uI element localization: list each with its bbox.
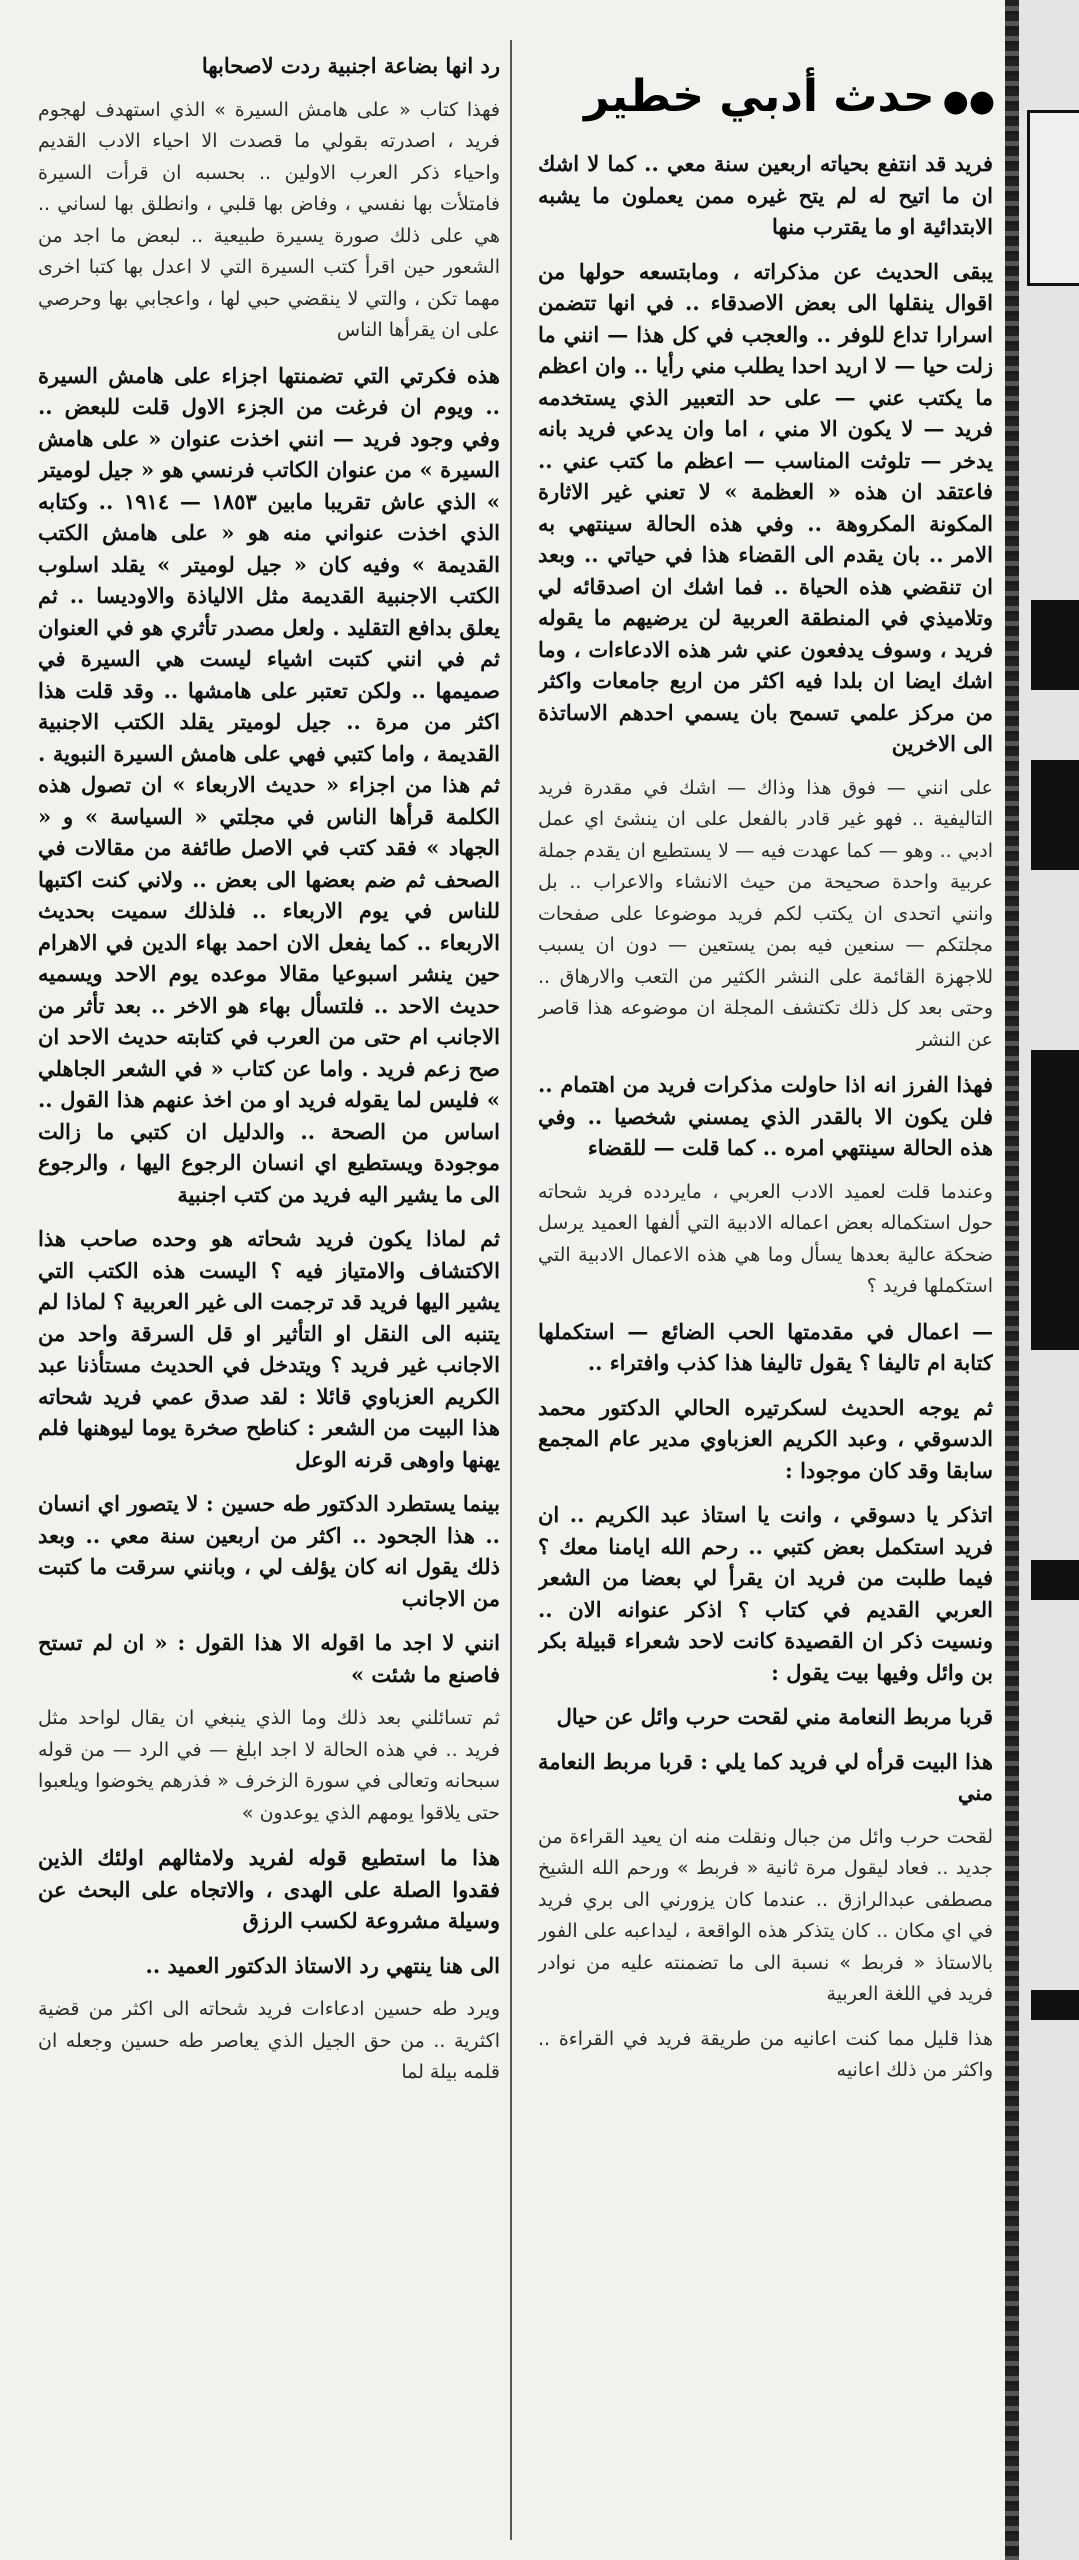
neighbor-page-block — [1031, 760, 1079, 870]
paragraph: — اعمال في مقدمتها الحب الضائع — استكملها كتابة ام تاليفا ؟ يقول تاليفا هذا كذب وافتراء .. — [538, 1318, 993, 1375]
headline-text: حدث أدبي خطير — [584, 71, 935, 122]
neighbor-page-block — [1031, 600, 1079, 690]
paragraph: فهذا الفرز انه اذا حاولت مذكرات فريد من اهتمام .. فلن يكون الا بالقدر الذي يمسني شخصيا .. وفي هذه الحالة سينتهي امره .. كما قلت — للقضاء — [538, 1072, 993, 1160]
column-rule — [510, 40, 512, 2540]
paragraph: ثم يوجه الحديث لسكرتيره الحالي الدكتور محمد الدسوقي ، وعبد الكريم العزباوي مدير عام المجمع سابقا وقد كان موجودا : — [538, 1394, 993, 1483]
headline-bullets: ●● — [942, 84, 995, 119]
verse: قربا مربط النعامة مني لقحت حرب وائل عن حيال — [556, 1704, 993, 1729]
paragraph: هذا ما استطيع قوله لفريد ولامثالهم اولئك الذين فقدوا الصلة على الهدى ، والاتجاه على البحث عن وسيلة مشروعة لكسب الرزق — [38, 1845, 500, 1933]
paragraph: رد انها بضاعة اجنبية ردت لاصحابها — [201, 53, 500, 78]
paragraph: يبقى الحديث عن مذكراته ، ومابتسعه حولها من اقوال ينقلها الى بعض الاصدقاء .. في انها تتضمن اسرارا تداع للوفر .. والعجب في كل هذا — انني ما زلت حيا — لا اريد احدا يطلب مني رأيا .. وان اعظم ما يكتب عني — على حد التعبير الذي يستخدمه فريد — لا يكون الا مني ، اما وان يدعي فريد بانه يدخر — تلوثت المناسب — اعظم ما كتب عني .. فاعتقد ان هذه « العظمة » لا تعني غير الاثارة المكونة المكروهة .. وفي هذه الحالة سينتهي به الامر .. بان يقدم الى القضاء هذا في حياتي .. وبعد ان تنقضي هذه الحياة .. فما اشك ان اصدقائه لي وتلاميذي في المنطقة العربية لن يرضيهم ما يقوله فريد ، وسوف يدفعون عني شر هذه الادعاءات ، وما اشك ايضا ان بلدا فيه اكثر من اربع جامعات واكثر من مركز علمي تسمح بان يسمي احدهم الاساتذة الى الاخرين — [538, 258, 993, 756]
page-fold-shadow — [1005, 0, 1019, 2560]
paragraph: انني لا اجد ما اقوله الا هذا القول : « ان لم تستح فاصنع ما شئت » — [38, 1630, 500, 1687]
paragraph: لقحت حرب وائل من جبال ونقلت منه ان يعيد القراءة من جديد .. فعاد ليقول مرة ثانية « فربط » ورحم الله الشيخ مصطفى عبدالرازق .. عندما كان يزورني الى بري فريد في اي مكان .. كان يتذكر هذه الواقعة ، ليداعبه على الفور بالاستاذ « فربط » نسبة الى ما تضمنته عليه من نوادر فريد في اللغة العربية — [538, 1825, 993, 2005]
neighbor-page-block — [1031, 1990, 1079, 2020]
left-column — [38, 50, 500, 2540]
right-column — [538, 148, 993, 2540]
neighbor-page-photo — [1031, 1050, 1079, 1350]
paragraph: فهذا كتاب « على هامش السيرة » الذي استهدف لهجوم فريد ، اصدرته بقولي ما قصدت الا احياء الادب القديم واحياء ذكر العرب الاولين .. بحسبه ان قرأت السيرة فامتلأت بها نفسي ، وفاض بها قلبي ، وانطلق بها لساني .. هي على ذلك صورة يسيرة طبيعية .. لبعض ما اجد من الشعور حين اقرأ كتب السيرة التي لا اعدل بها كتبا اخرى مهما تكن ، والتي لا ينقضي حبي لها ، واعجابي بها وحرصي على ان يقرأها الناس — [38, 98, 500, 341]
paragraph: ثم تسائلني بعد ذلك وما الذي ينبغي ان يقال لواحد مثل فريد .. في هذه الحالة لا اجد ابلغ — في الرد — من قوله سبحانه وتعالى في سورة الزخرف « فذرهم يخوضوا ويلعبوا حتى يلاقوا يومهم الذي يوعدون » — [38, 1707, 500, 1824]
neighbor-page-block — [1031, 1560, 1079, 1600]
paragraph: الى هنا ينتهي رد الاستاذ الدكتور العميد .. — [145, 1952, 500, 1978]
paragraph: على انني — فوق هذا وذاك — اشك في مقدرة فريد التاليفية .. فهو غير قادر بالفعل على ان ينشئ اي عمل ادبي .. وهو — كما عهدت فيه — لا يستطيع ان يقدم جملة عربية واحدة صحيحة من حيث الانشاء والاعراب .. بل وانني اتحدى ان يكتب لكم فريد موضوعا على صفحات مجلتكم — سنعين فيه بمن يستعين — دون ان يسبب للاجهزة القائمة على النشر الكثير من التعب والارهاق .. وحتى بعد كل ذلك تكتشف المجلة ان موضوعه هذا قاصر عن النشر — [538, 776, 993, 1051]
paragraph: هذا البيت قرأه لي فريد كما يلي : قربا مربط النعامة مني — [538, 1748, 993, 1805]
paragraph: فريد قد انتفع بحياته اربعين سنة معي .. كما لا اشك ان ما اتيح له لم يتح غيره ممن يعملون ما يشبه الابتدائية او ما يقترب منها — [538, 151, 993, 239]
paragraph: وعندما قلت لعميد الادب العربي ، مايردده فريد شحاته حول استكماله بعض اعماله الادبية التي ألفها العميد يرسل ضحكة عالية بعدها يسأل وما هي هذه الاعمال الادبية التي استكملها فريد ؟ — [538, 1180, 993, 1297]
paragraph: هذه فكرتي التي تضمنتها اجزاء على هامش السيرة .. ويوم ان فرغت من الجزء الاول قلت للبعض .. وفي وجود فريد — انني اخذت عنوان « على هامش السيرة » من عنوان الكاتب فرنسي هو « جيل لوميتر » الذي عاش تقريبا مابين ١٨٥٣ — ١٩١٤ .. وكتابه الذي اخذت عنواني منه هو « على هامش الكتب القديمة » وفيه كان « جيل لوميتر » يقلد اسلوب الكتب الاجنبية القديمة مثل الالياذة والاوديسا .. ثم يعلق بدافع التقليد . ولعل مصدر تأثري هو في العنوان ثم في انني كتبت اشياء ليست هي السيرة في صميمها .. ولكن تعتبر على هامشها .. وقد قلت هذا اكثر من مرة .. جيل لوميتر يقلد الكتب الاجنبية القديمة ، واما كتبي فهي على هامش السيرة النبوية . ثم هذا من اجزاء « حديث الاربعاء » ان تصول هذه الكلمة قرأها الناس في مجلتي « السياسة » و « الجهاد » فقد كتب في الاصل طائفة من مقالات في الصحف ثم ضم بعضها الى بعض .. ولاني كنت اكتبها للناس في يوم الاربعاء .. فلذلك سميت بحديث الاربعاء .. كما يفعل الان احمد بهاء الدين في الاهرام حين ينشر اسبوعيا مقالا موعده يوم الاحد ويسميه حديث الاحد .. فلتسأل بهاء هو الاخر .. بعد تأثر من الاجانب ام حتى من العرب في كتابته حديث الاحد ان صح زعم فريد . واما عن كتاب « في الشعر الجاهلي » فليس لما يقوله فريد او من اخذ عنهم هذا القول .. اساس من الصحة .. والدليل ان كتبي ما زالت موجودة ويستطيع اي انسان الرجوع اليها ، والرجوع الى ما يشير اليه فريد من كتب اجنبية — [38, 362, 500, 1207]
paragraph: بينما يستطرد الدكتور طه حسين : لا يتصور اي انسان .. هذا الجحود .. اكثر من اربعين سنة معي .. وبعد ذلك يقول انه كان يؤلف لي ، وبانني سرقت ما كتبت من الاجانب — [38, 1491, 500, 1611]
neighbor-page-box — [1027, 110, 1079, 286]
paragraph: اتذكر يا دسوقي ، وانت يا استاذ عبد الكريم .. ان فريد استكمل بعض كتبي .. رحم الله ايامنا معك ؟ فيما طلبت من فريد ان يقرأ لي بعضا من الشعر العربي القديم في كتاب ؟ اذكر عنوانه الان .. ونسيت ذكر ان القصيدة كانت لاحد شعراء قبيلة بكر بن وائل وفيها بيت يقول : — [538, 1502, 993, 1685]
paragraph: هذا قليل مما كنت اعانيه من طريقة فريد في القراءة .. واكثر من ذلك اعانيه — [538, 2027, 993, 2081]
adjacent-page-edge — [1005, 0, 1079, 2560]
paragraph: ويرد طه حسين ادعاءات فريد شحاته الى اكثر من قضية اكثرية .. من حق الجيل الذي يعاصر طه حسين وجعله ان قلمه بيلة لما — [38, 1998, 500, 2083]
article-headline — [540, 62, 995, 132]
paragraph: ثم لماذا يكون فريد شحاته هو وحده صاحب هذا الاكتشاف والامتياز فيه ؟ اليست هذه الكتب التي يشير اليها فريد قد ترجمت الى غير العربية ؟ لماذا لم يتنبه الى النقل او التأثير او قل السرقة واحد من الاجانب غير فريد ؟ ويتدخل في الحديث مستأذنا عبد الكريم العزباوي قائلا : لقد صدق عمي فريد شحاته هذا البيت من الشعر : كناطح صخرة يوما ليوهنها فلم يهنها واوهى قرنه الوعل — [38, 1226, 500, 1472]
